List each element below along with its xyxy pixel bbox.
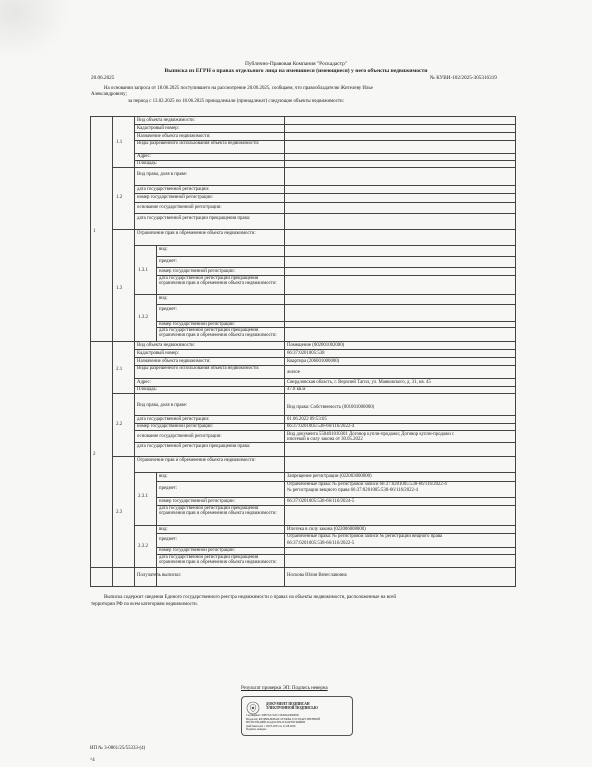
label-area: Площадь: xyxy=(137,161,158,166)
label-restriction-subject-2: предмет: xyxy=(159,307,178,312)
footer-note-2: территории РФ по всем категориям недвижимости. xyxy=(91,602,198,607)
label-restrictions: Ограничение прав и обременение объекта недвижимости: xyxy=(137,231,256,236)
value-restriction-reg-number-1: 66:37:0201005:538-66/116/2024-5 xyxy=(287,499,355,504)
label-permitted-use: Виды разрешенного использования объекта недвижимости: xyxy=(137,141,260,146)
value-object-type: Помещение (002001002000) xyxy=(287,343,345,348)
label-restriction-termination-2: дата государственной регистрации прекращения ограничения прав и обременения объекта недвижимости: xyxy=(159,328,277,339)
bottom-reference: ИП № 3-0861/25/55333-(4) xyxy=(90,746,146,751)
label-restriction-subject: предмет: xyxy=(159,259,178,264)
value-restriction-subject-1b: № регистрации вещного права 66:37:0201005:538-66/116/2022-4 xyxy=(287,488,418,493)
label-right-type-2: Вид права, доля в праве: xyxy=(137,403,188,408)
label-basis: основание государственной регистрации: xyxy=(137,205,222,210)
section-1-number: 1 xyxy=(93,229,96,234)
signature-check-link[interactable]: Результат проверки ЭП: Подпись неверна xyxy=(241,686,328,691)
subsection-2-3-2: 2.3.2 xyxy=(138,544,148,549)
label-restriction-kind-4: вид: xyxy=(159,527,168,532)
subsection-1-3-1: 1.3.1 xyxy=(138,268,148,273)
label-cadastral-number: Кадастровый номер: xyxy=(137,126,179,131)
subsection-1-3-2: 1.3.2 xyxy=(138,315,148,320)
value-reg-date: 01.06.2022 09:53:05 xyxy=(287,417,327,422)
document-title: Выписка из ЕГРН о правах отдельного лица на имевшиеся (имеющиеся) у него объекты недвижимости xyxy=(164,68,428,74)
label-restriction-subject-4: предмет: xyxy=(159,537,178,542)
label-right-type: Вид права, доля в праве: xyxy=(137,172,188,177)
value-basis-line-2: ипотекой в силу закона от 30.05.2022 xyxy=(287,437,363,442)
value-cadastral-number: 66:37:0201005:538 xyxy=(287,351,325,356)
label-restriction-kind-2: вид: xyxy=(159,296,168,301)
stamp-line-7: Подпись неверна xyxy=(246,728,267,731)
subsection-2-3: 2.3 xyxy=(116,510,123,515)
label-termination-date-2: дата государственной регистрации прекращения права: xyxy=(137,444,251,449)
label-object-type: Вид объекта недвижимости: xyxy=(137,118,195,123)
stamp-line-1: ДОКУМЕНТ ПОДПИСАН xyxy=(266,702,310,706)
intro-line-3: за период с 13.02.2025 по 18.06.2025 принадлежали (принадлежат) следующие объекты недвижимости: xyxy=(128,99,345,104)
corner-mark: ^4 xyxy=(90,758,95,763)
label-restriction-termination-3: дата государственной регистрации прекращения ограничения прав и обременения объекта недвижимости: xyxy=(159,506,277,517)
stamp-line-4: Владелец: ФЕДЕРАЛЬНАЯ СЛУЖБА ГОСУДАРСТВЕННОЙ xyxy=(246,717,320,721)
label-reg-number: номер государственной регистрации: xyxy=(137,195,213,200)
label-reg-date: дата государственной регистрации: xyxy=(137,187,210,192)
label-restriction-reg-number: номер государственной регистрации: xyxy=(159,269,235,274)
label-restriction-kind: вид: xyxy=(159,247,168,252)
label-area-2: Площадь: xyxy=(137,387,158,392)
intro-line-2: Александровичу; xyxy=(91,92,127,97)
stamp-line-6: Действителен: с 28.05.2025 по 21.08.2026 xyxy=(246,724,296,728)
label-address-2: Адрес: xyxy=(137,380,152,385)
label-reg-number-2: номер государственной регистрации: xyxy=(137,424,213,429)
label-purpose-2: Назначение объекта недвижимости: xyxy=(137,359,211,364)
stamp-line-2: ЭЛЕКТРОННОЙ ПОДПИСЬЮ xyxy=(266,706,318,710)
value-receiver: Носкова Юлия Вячеславовна xyxy=(287,573,347,578)
document-date: 20.06.2025 xyxy=(91,75,115,81)
value-permitted-use: жилое xyxy=(287,370,300,375)
value-area: 47.8 кв.м xyxy=(287,387,306,392)
label-restriction-kind-3: вид: xyxy=(159,474,168,479)
label-permitted-use-2: Виды разрешенного использования объекта недвижимости: xyxy=(137,366,260,371)
subsection-2-2: 2.2 xyxy=(116,422,123,427)
label-restriction-subject-3: предмет: xyxy=(159,486,178,491)
label-restriction-termination: дата государственной регистрации прекращения ограничения прав и обременения объекта недвижимости: xyxy=(159,276,277,287)
label-purpose: Назначение объекта недвижимости: xyxy=(137,134,211,139)
stamp-line-5: РЕГИСТРАЦИИ, КАДАСТРА И КАРТОГРАФИИ xyxy=(246,721,306,724)
label-reg-date-2: дата государственной регистрации: xyxy=(137,417,210,422)
label-restriction-reg-number-2: номер государственной регистрации: xyxy=(159,322,235,327)
value-restriction-subject-1a: Ограниченные права: № регистровой записи 66:37:0201005:538-66/116/2022-4 xyxy=(287,482,447,487)
subsection-2-1: 2.1 xyxy=(116,367,123,372)
value-restriction-kind-1: Запрещение регистрации (022003000000) xyxy=(287,474,372,479)
value-restriction-subject-2: Ограниченные права: № регистровой записи № регистрации вещного права xyxy=(287,534,443,539)
label-termination-date: дата государственной регистрации прекращения права: xyxy=(137,216,251,221)
value-purpose: Квартира (206001000000) xyxy=(287,359,340,364)
label-restriction-reg-number-4: номер государственной регистрации: xyxy=(159,548,235,553)
label-basis-2: основание государственной регистрации: xyxy=(137,434,222,439)
document-number: № КУВИ-102/2025-305316319 xyxy=(430,75,497,81)
subsection-1-2: 1.2 xyxy=(116,195,123,200)
subsection-2-3-1: 2.3.1 xyxy=(138,494,148,499)
label-address: Адрес: xyxy=(137,154,152,159)
rights-table xyxy=(90,116,516,587)
value-address: Свердловская область, г. Верхний Тагил, ул. Маяковского, д. 31, кв. 45 xyxy=(287,380,431,385)
org-name: Публично-Правовая Компания "Роскадастр" xyxy=(245,61,347,67)
value-reg-number: 66:37:0201005:538-66/116/2022-4 xyxy=(287,424,355,429)
label-restriction-reg-number-3: номер государственной регистрации: xyxy=(159,499,235,504)
label-object-type-2: Вид объекта недвижимости: xyxy=(137,343,195,348)
section-2-number: 2 xyxy=(93,452,96,457)
label-restriction-termination-4: дата государственной регистрации прекращения ограничения прав и обременения объекта недвижимости: xyxy=(159,555,277,566)
subsection-1-1: 1.1 xyxy=(116,140,123,145)
intro-line-1: На основании запроса от 18.06.2025 поступившего на рассмотрение 20.06.2025, сообщаем, что правообладателю Жителеву Илье xyxy=(104,86,373,91)
coat-of-arms-icon xyxy=(246,701,260,715)
value-right-type: Вид права: Собственность (001001000000) xyxy=(287,405,375,410)
label-restrictions-2: Ограничение прав и обременение объекта недвижимости: xyxy=(137,458,256,463)
electronic-signature-stamp xyxy=(241,696,353,736)
label-cadastral-number-2: Кадастровый номер: xyxy=(137,351,179,356)
scan-smudge xyxy=(0,0,70,60)
value-restriction-kind-2: Ипотека в силу закона (022006008000) xyxy=(287,527,366,532)
value-basis-line-1: Вид документа 558401010301 Договор купли-продажи; Договор купли-продажи с xyxy=(287,432,455,437)
subsection-1-3: 1.3 xyxy=(116,286,123,291)
label-receiver: Получатель выписки: xyxy=(137,573,181,578)
stamp-line-3: Сертификат: 00B75A7AF1C3642DA9000000 xyxy=(246,714,299,717)
footer-note-1: Выписка содержит сведения Единого государственного реестра недвижимости о правах на объекты недвижимости, расположенные на всей xyxy=(104,595,396,600)
value-restriction-reg-number-2: 66:37:0201005:538-66/116/2022-5 xyxy=(287,541,355,546)
